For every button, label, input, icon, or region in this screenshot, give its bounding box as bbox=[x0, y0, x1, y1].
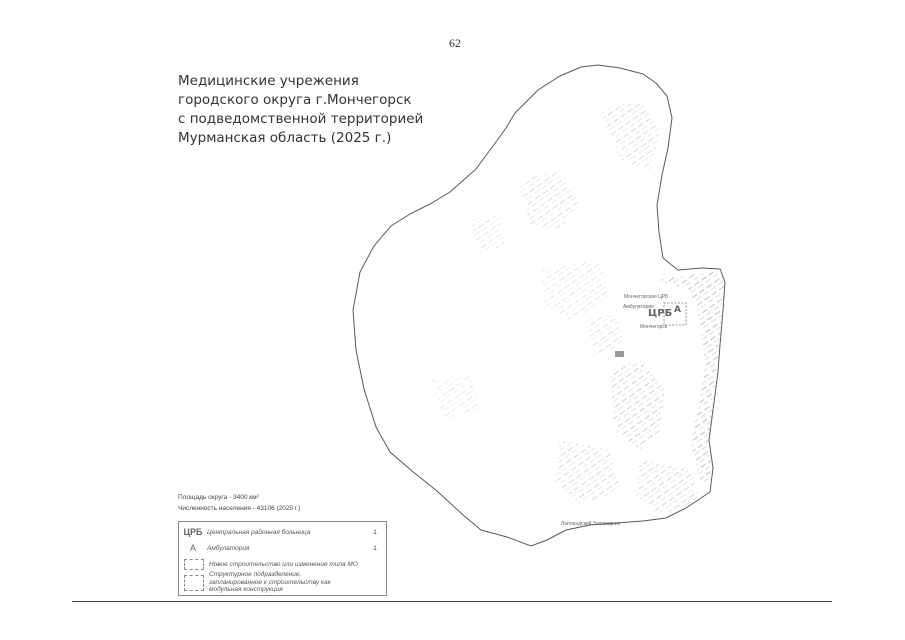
new-construction-icon bbox=[184, 559, 204, 570]
legend-count: 1 bbox=[373, 528, 377, 536]
crb-icon: ЦРБ bbox=[183, 527, 203, 537]
area-text: Площадь округа - 3400 км² bbox=[178, 494, 259, 501]
city-marker bbox=[615, 351, 624, 357]
population-text: Численность населения - 43106 (2025 г.) bbox=[178, 505, 301, 512]
map-legend bbox=[178, 521, 387, 596]
legend-item-crb bbox=[179, 527, 386, 537]
city-map-label: Мончегорск bbox=[640, 324, 668, 330]
ambulatory-map-icon: A bbox=[674, 305, 681, 315]
bottom-rule bbox=[72, 601, 832, 602]
page-number: 62 bbox=[449, 36, 461, 50]
modular-construction-icon bbox=[184, 575, 204, 591]
map-title-line: городского округа г.Мончегорск bbox=[178, 92, 412, 108]
map-title-line: Мурманская область (2025 г.) bbox=[178, 130, 392, 146]
ambulatory-icon: A bbox=[189, 543, 196, 553]
legend-label: Амбулатория bbox=[207, 544, 250, 552]
district-stats bbox=[178, 492, 300, 514]
map-title-line: Медицинские учрежения bbox=[178, 73, 359, 89]
legend-label: Центральная районная больница bbox=[207, 528, 311, 536]
village-map-label: Лапландский Заповедник bbox=[561, 521, 621, 527]
hospital-map-icon: ЦРБ bbox=[648, 308, 673, 319]
map-title-line: с подведомственной территорией bbox=[178, 111, 424, 127]
ambulatory-map-label: Амбулатория bbox=[623, 304, 654, 310]
legend-label: Структурное подразделение, запланированное к строительству как модульная конструкция bbox=[209, 571, 331, 593]
legend-item-modular bbox=[179, 571, 386, 594]
legend-count: 1 bbox=[373, 544, 377, 552]
legend-item-new-construction bbox=[179, 559, 386, 570]
hospital-map-label: Мончегорская ЦРБ bbox=[624, 294, 669, 300]
legend-item-ambulatory bbox=[179, 543, 386, 553]
legend-label: Новое строительство или изменение типа МО bbox=[209, 561, 358, 568]
